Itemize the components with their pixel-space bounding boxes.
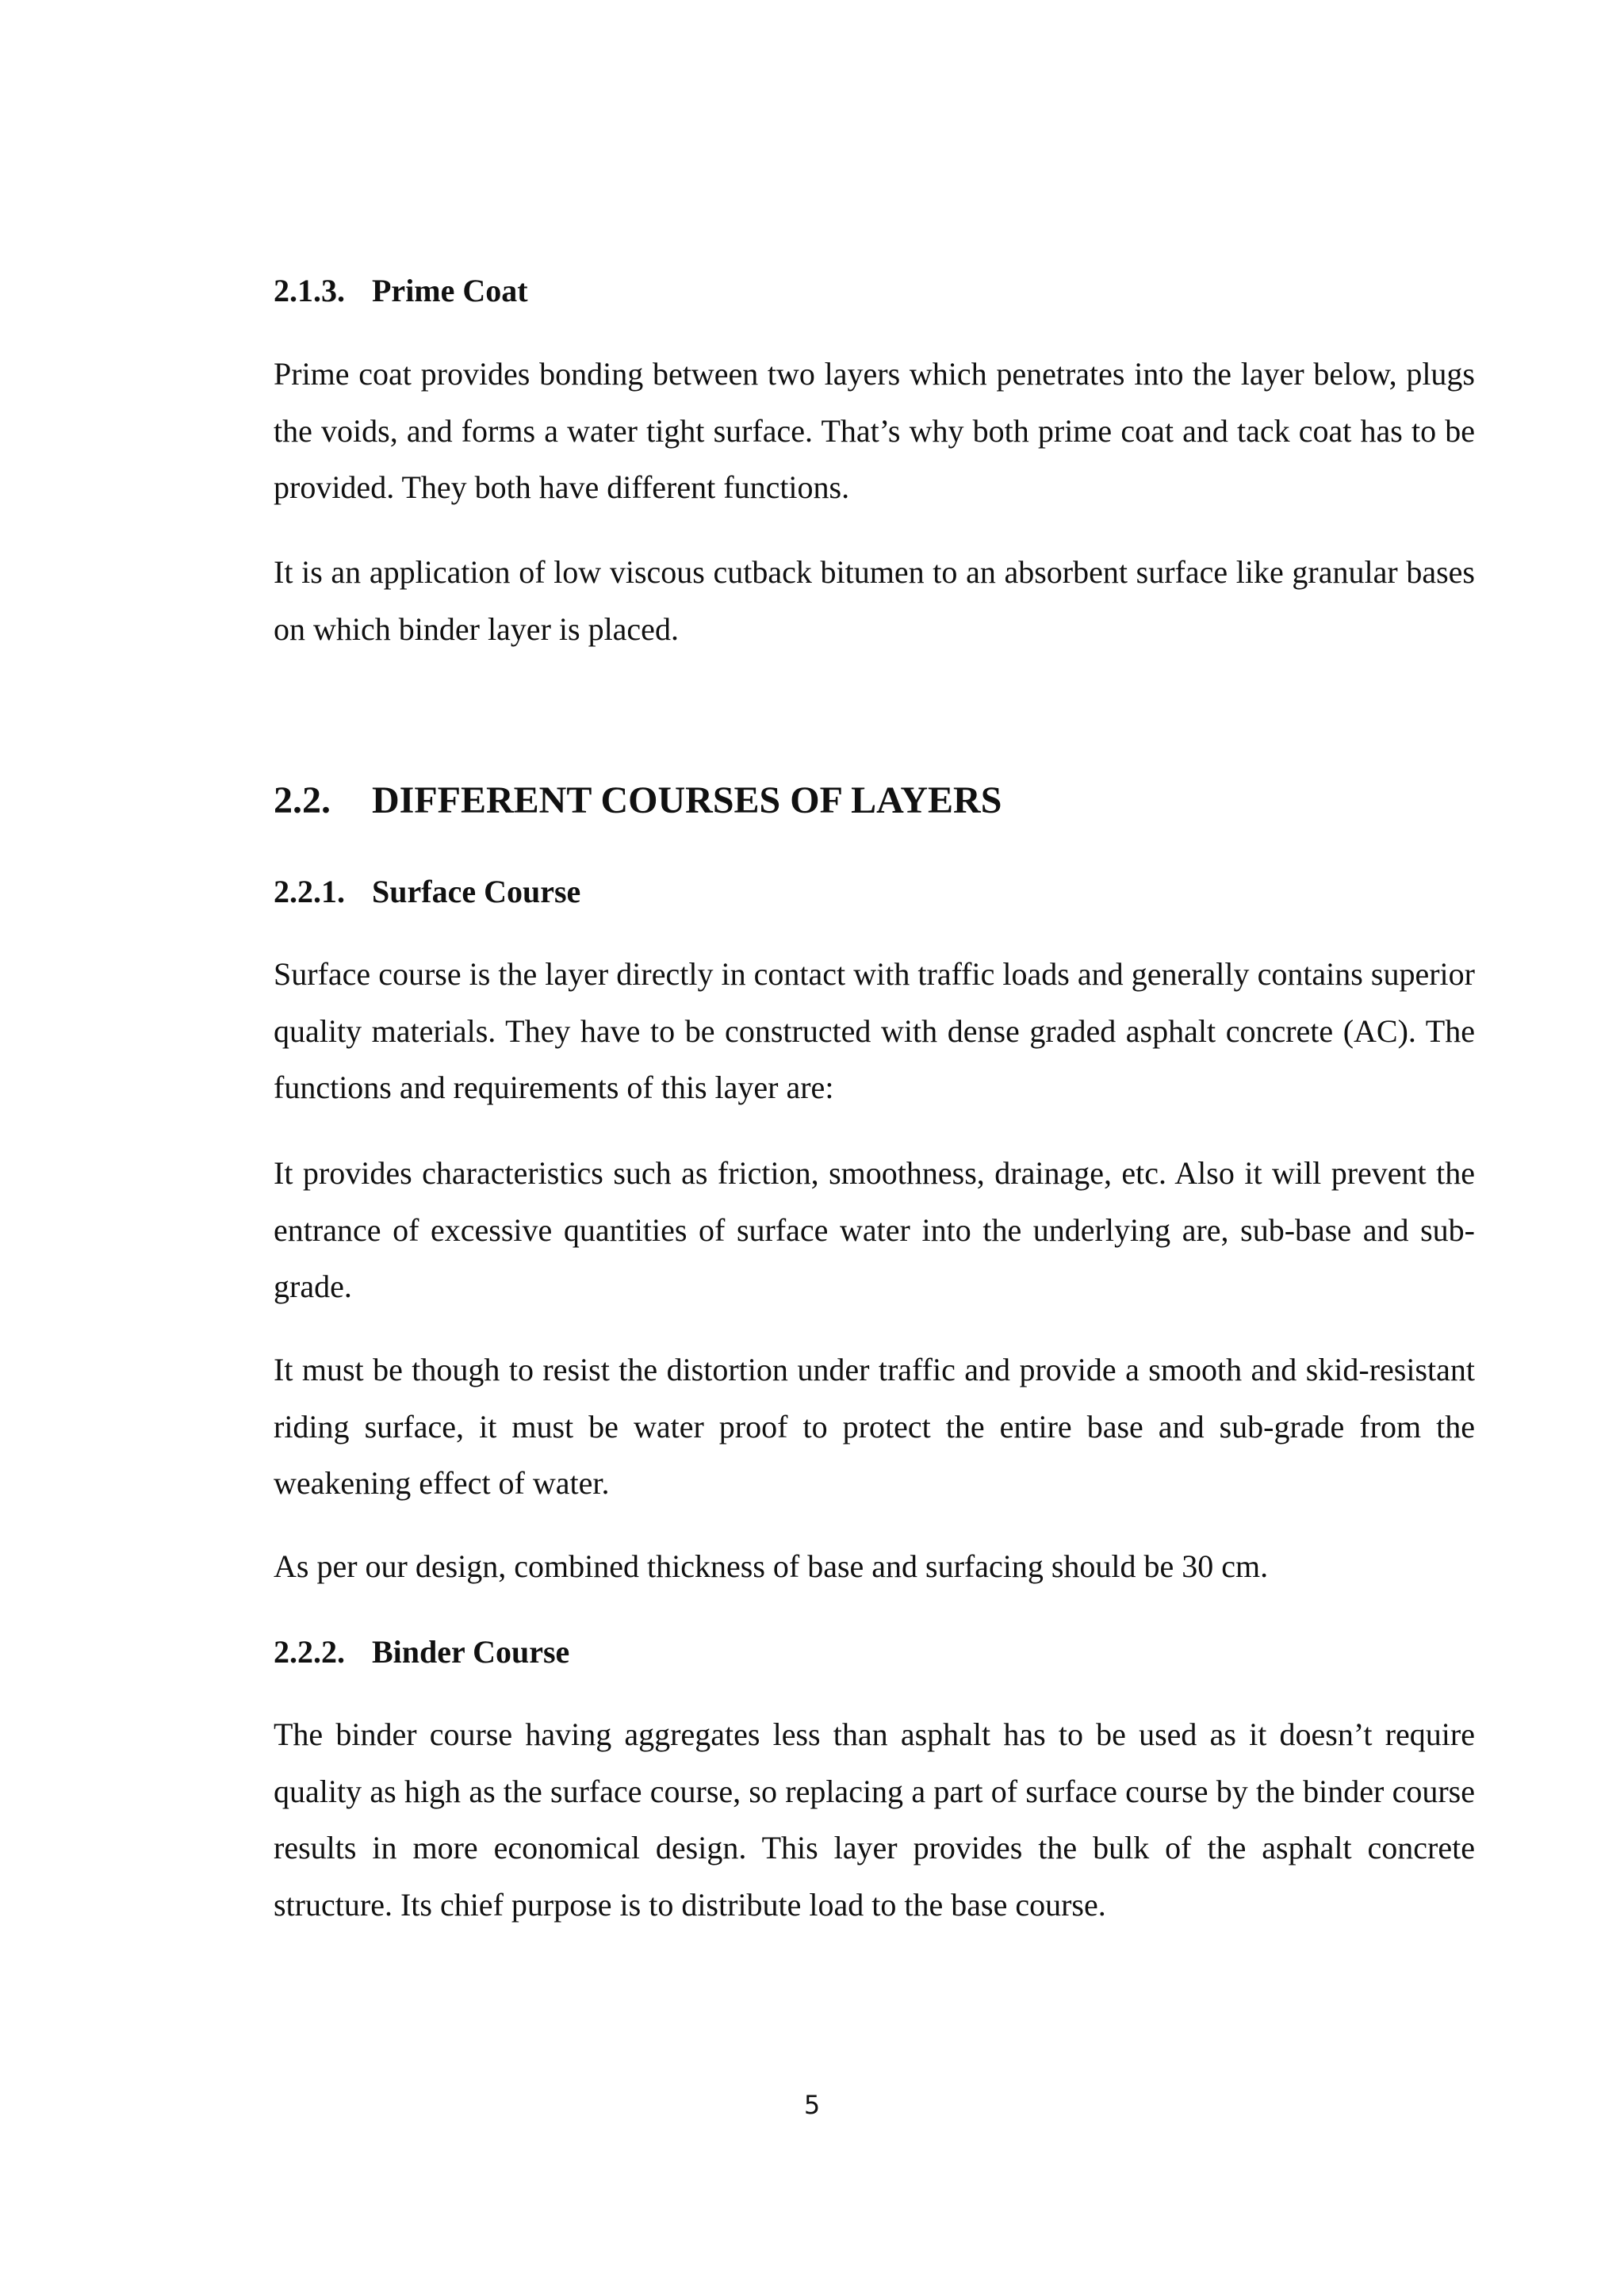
paragraph-binder-course-1: The binder course having aggregates less than asphalt has to be used as it doesn’t require quality as high as the surface course, so replacing a part of surface course by the binder course results in more economical design. This layer provides the bulk of the asphalt concrete structure. Its chief purpose is to distribute load to the base course. <box>274 1716 1475 1923</box>
heading-number: 2.2.1. <box>274 874 345 909</box>
page-number: 5 <box>803 2090 821 2120</box>
heading-number: 2.2.2. <box>274 1634 345 1670</box>
heading-different-courses <box>274 779 1002 823</box>
heading-title: Surface Course <box>372 874 581 909</box>
heading-number: 2.1.3. <box>274 273 345 308</box>
paragraph-surface-course-2: It provides characteristics such as friction, smoothness, drainage, etc. Also it will prevent the entrance of excessive quantities of surface water into the underlying are, sub-base and sub-grade. <box>274 1155 1475 1304</box>
heading-prime-coat <box>274 272 528 310</box>
heading-number: 2.2. <box>274 779 331 821</box>
heading-title: Binder Course <box>372 1634 570 1670</box>
heading-title: DIFFERENT COURSES OF LAYERS <box>372 779 1002 821</box>
paragraph-surface-course-1: Surface course is the layer directly in contact with traffic loads and generally contains superior quality materials. They have to be constructed with dense graded asphalt concrete (AC). The functions and requirements of this layer are: <box>274 956 1475 1105</box>
heading-title: Prime Coat <box>372 273 528 308</box>
paragraph-prime-coat-1: Prime coat provides bonding between two layers which penetrates into the layer below, plugs the voids, and forms a water tight surface. That’s why both prime coat and tack coat has to be provided. They both have different functions. <box>274 356 1475 505</box>
paragraph-surface-course-3: It must be though to resist the distortion under traffic and provide a smooth and skid-resistant riding surface, it must be water proof to protect the entire base and sub-grade from the weakening effect of water. <box>274 1352 1475 1501</box>
heading-surface-course <box>274 873 580 911</box>
paragraph-prime-coat-2: It is an application of low viscous cutback bitumen to an absorbent surface like granular bases on which binder layer is placed. <box>274 554 1475 647</box>
heading-binder-course <box>274 1633 569 1671</box>
paragraph-surface-course-4: As per our design, combined thickness of base and surfacing should be 30 cm. <box>274 1548 1269 1584</box>
